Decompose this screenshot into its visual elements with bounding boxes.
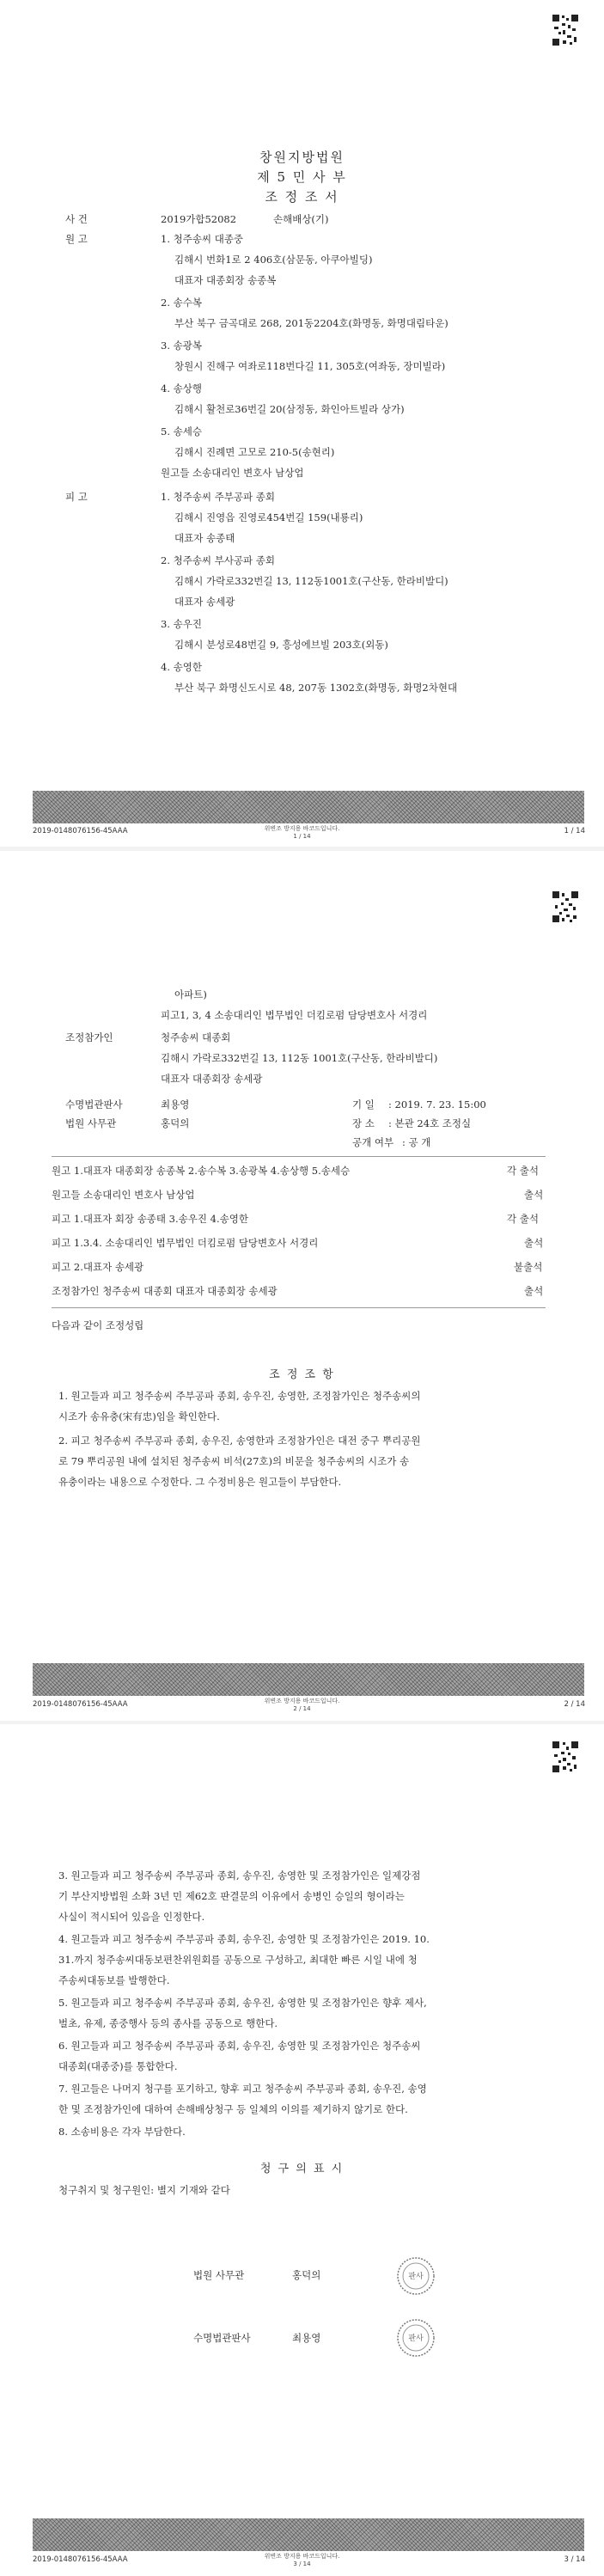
footer-barcode-caption: 위변조 방지용 바코드입니다. xyxy=(264,1698,340,1704)
qr-code-icon xyxy=(551,890,580,924)
defendant-representative: 대표자 송세광 xyxy=(174,596,235,608)
case-label: 사 건 xyxy=(65,213,88,225)
intervenor-label: 조정참가인 xyxy=(65,1031,113,1043)
division-name: 제 5 민 사 부 xyxy=(257,169,347,185)
judge-name: 최용영 xyxy=(161,1098,190,1111)
defendant-name: 2. 청주송씨 부사공파 종회 xyxy=(161,554,276,566)
terms-title: 조 정 조 항 xyxy=(269,1368,335,1381)
footer-page-counter: 2 / 14 xyxy=(293,1705,311,1712)
intervenor-name: 청주송씨 대종회 xyxy=(161,1031,231,1043)
term-line: 6. 원고들과 피고 청주송씨 주부공파 종회, 송우진, 송영한 및 조정참가인은 청주송씨 xyxy=(58,2040,421,2052)
official-seal-icon xyxy=(395,2255,436,2297)
attendance-status: 출석 xyxy=(524,1189,544,1201)
document-page-1 xyxy=(0,0,604,847)
attendance-entry: 피고 1.대표자 회장 송종태 3.송우진 4.송영한 xyxy=(52,1213,248,1225)
attendance-entry: 피고 1.3.4. 소송대리인 법무법인 더킴로펌 담당변호사 서경리 xyxy=(52,1237,319,1249)
claim-title: 청 구 의 표 시 xyxy=(259,2163,345,2175)
place-label: 장 소 xyxy=(352,1117,375,1129)
official-seal-icon xyxy=(395,2317,436,2359)
case-name: 손해배상(기) xyxy=(273,213,329,225)
term-line: 7. 원고들은 나머지 청구를 포기하고, 향후 피고 청주송씨 주부공파 종회, 송우진, 송영 xyxy=(58,2083,427,2095)
qr-code-icon xyxy=(551,1740,580,1774)
attendance-status: 불출석 xyxy=(514,1261,543,1273)
term-line: 사실이 적시되어 있음을 인정한다. xyxy=(58,1911,205,1923)
plaintiff-address: 창원시 진해구 여좌로118번다길 11, 305호(여좌동, 장미빌라) xyxy=(174,360,446,372)
term-line: 시조가 송유충(宋有忠)임을 확인한다. xyxy=(58,1410,220,1423)
term-line: 로 79 뿌리공원 내에 설치된 청주송씨 비석(27호)의 비문을 청주송씨의 시조가 송 xyxy=(58,1455,410,1467)
attendance-status: 각 출석 xyxy=(507,1213,539,1225)
plaintiff-representative: 대표자 대종회장 송종복 xyxy=(174,274,277,286)
plaintiff-label: 원 고 xyxy=(65,233,88,245)
defendant-counsel: 피고1, 3, 4 소송대리인 법무법인 더킴로펌 담당변호사 서경리 xyxy=(161,1009,428,1021)
case-number: 2019가합52082 xyxy=(161,213,237,225)
svg-text:판사: 판사 xyxy=(408,2273,424,2281)
footer-barcode-band xyxy=(33,2518,584,2551)
settlement-statement: 다음과 같이 조정성립 xyxy=(52,1319,144,1331)
footer-document-id: 2019-0148076156-45AAA xyxy=(33,1700,128,1709)
plaintiff-name: 5. 송세승 xyxy=(161,425,202,437)
plaintiff-name: 4. 송상행 xyxy=(161,382,202,395)
defendant-name: 3. 송우진 xyxy=(161,618,202,630)
footer-page-number: 3 / 14 xyxy=(564,2555,585,2564)
place-value: : 본관 24호 조정실 xyxy=(388,1117,472,1129)
footer-document-id: 2019-0148076156-45AAA xyxy=(33,827,128,835)
document-title: 조 정 조 서 xyxy=(265,189,339,205)
separator-line xyxy=(52,1307,546,1308)
defendant-label: 피 고 xyxy=(65,491,88,503)
plaintiff-name: 1. 청주송씨 대종중 xyxy=(161,233,244,245)
footer-barcode-caption: 위변조 방지용 바코드입니다. xyxy=(264,825,340,832)
intervenor-representative: 대표자 대종회장 송세광 xyxy=(161,1073,263,1085)
footer-barcode-caption: 위변조 방지용 바코드입니다. xyxy=(264,2553,340,2560)
defendant-address: 김해시 분성로48번길 9, 흥성에브빌 203호(외동) xyxy=(174,639,388,651)
term-line: 유충이라는 내용으로 수정한다. 그 수정비용은 원고들이 부담한다. xyxy=(58,1476,342,1488)
plaintiff-address: 부산 북구 금곡대로 268, 201동2204호(화명동, 화명대림타운) xyxy=(174,317,448,329)
term-line: 3. 원고들과 피고 청주송씨 주부공파 종회, 송우진, 송영한 및 조정참가인은 일제강점 xyxy=(58,1869,421,1882)
plaintiff-name: 2. 송수복 xyxy=(161,297,202,309)
term-line: 주송씨대동보를 발행한다. xyxy=(58,1974,170,1986)
attendance-status: 출석 xyxy=(524,1285,544,1297)
plaintiff-counsel: 원고들 소송대리인 변호사 남상업 xyxy=(161,467,304,479)
attendance-status: 출석 xyxy=(524,1237,544,1249)
attendance-entry: 피고 2.대표자 송세광 xyxy=(52,1261,144,1273)
svg-text:판사: 판사 xyxy=(408,2334,424,2343)
plaintiff-address: 김해시 번화1로 2 406호(삼문동, 아쿠아빌딩) xyxy=(174,254,373,266)
footer-page-counter: 3 / 14 xyxy=(293,2561,311,2567)
plaintiff-address: 김해시 활천로36번길 20(삼정동, 화인아트빌라 상가) xyxy=(174,403,405,415)
term-line: 벌초, 유제, 종중행사 등의 종사를 공동으로 행한다. xyxy=(58,2017,278,2029)
term-line: 2. 피고 청주송씨 주부공파 종회, 송우진, 송영한과 조정참가인은 대전 중구 뿌리공원 xyxy=(58,1435,421,1447)
footer-page-number: 1 / 14 xyxy=(564,827,585,835)
term-line: 한 및 조정참가인에 대하여 손해배상청구 등 일체의 이의를 제기하지 않기로 한다. xyxy=(58,2103,408,2115)
defendant-address: 부산 북구 화명신도시로 48, 207동 1302호(화명동, 화명2차현대 xyxy=(174,682,458,694)
public-label: 공개 여부 xyxy=(352,1136,394,1148)
term-line: 5. 원고들과 피고 청주송씨 주부공파 종회, 송우진, 송영한 및 조정참가인은 향후 제사, xyxy=(58,1997,427,2009)
defendant-address: 김해시 진영읍 진영로454번길 159(내룡리) xyxy=(174,511,363,523)
court-name: 창원지방법원 xyxy=(259,150,345,165)
judge-label: 수명법관판사 xyxy=(193,2332,251,2344)
judge-name: 최용영 xyxy=(292,2332,321,2344)
term-line: 8. 소송비용은 각자 부담한다. xyxy=(58,2126,186,2138)
defendant-name: 1. 청주송씨 주부공파 종회 xyxy=(161,491,276,503)
defendant-name: 4. 송영한 xyxy=(161,661,202,673)
footer-barcode-band xyxy=(33,1663,584,1696)
date-value: : 2019. 7. 23. 15:00 xyxy=(388,1098,486,1111)
judge-label: 수명법관판사 xyxy=(65,1098,123,1111)
term-line: 4. 원고들과 피고 청주송씨 주부공파 종회, 송우진, 송영한 및 조정참가인은 2019. 10. xyxy=(58,1933,430,1945)
plaintiff-name: 3. 송광복 xyxy=(161,340,202,352)
plaintiff-address: 김해시 진례면 고모로 210-5(송현리) xyxy=(174,446,335,458)
document-page-2 xyxy=(0,851,604,1721)
term-line: 기 부산지방법원 소화 3년 민 제62호 판결문의 이유에서 송병인 승일의 형이라는 xyxy=(58,1890,405,1902)
attendance-status: 각 출석 xyxy=(507,1165,539,1177)
defendant-representative: 대표자 송종태 xyxy=(174,532,235,544)
attendance-entry: 원고 1.대표자 대종회장 송종복 2.송수복 3.송광복 4.송상행 5.송세승 xyxy=(52,1165,351,1177)
footer-page-counter: 1 / 14 xyxy=(293,833,311,840)
defendant-address: 김해시 가락로332번길 13, 112동1001호(구산동, 한라비발디) xyxy=(174,575,448,587)
term-line: 대종회(대종중)를 통합한다. xyxy=(58,2060,178,2072)
footer-document-id: 2019-0148076156-45AAA xyxy=(33,2555,128,2564)
footer-page-number: 2 / 14 xyxy=(564,1700,585,1709)
claim-text: 청구취지 및 청구원인: 별지 기재와 같다 xyxy=(58,2184,230,2196)
attendance-entry: 원고들 소송대리인 변호사 남상업 xyxy=(52,1189,195,1201)
qr-code-icon xyxy=(551,13,580,47)
public-value: : 공 개 xyxy=(402,1136,431,1148)
document-page-3 xyxy=(0,1724,604,2576)
footer-barcode-band xyxy=(33,791,584,823)
defendant-address-continued: 아파트) xyxy=(174,988,207,1000)
term-line: 1. 원고들과 피고 청주송씨 주부공파 종회, 송우진, 송영한, 조정참가인은 청주송씨의 xyxy=(58,1390,421,1402)
clerk-name: 홍덕의 xyxy=(292,2269,321,2281)
clerk-label: 법원 사무관 xyxy=(65,1117,117,1129)
intervenor-address: 김해시 가락로332번길 13, 112동 1001호(구산동, 한라비발디) xyxy=(161,1052,438,1064)
date-label: 기 일 xyxy=(352,1098,375,1111)
term-line: 31.까지 청주송씨대동보편찬위원회를 공동으로 구성하고, 최대한 빠른 시일 내에 청 xyxy=(58,1954,418,1966)
separator-line xyxy=(52,1156,546,1157)
clerk-name: 홍덕의 xyxy=(161,1117,190,1129)
clerk-label: 법원 사무관 xyxy=(193,2269,245,2281)
attendance-entry: 조정참가인 청주송씨 대종회 대표자 대종회장 송세광 xyxy=(52,1285,278,1297)
